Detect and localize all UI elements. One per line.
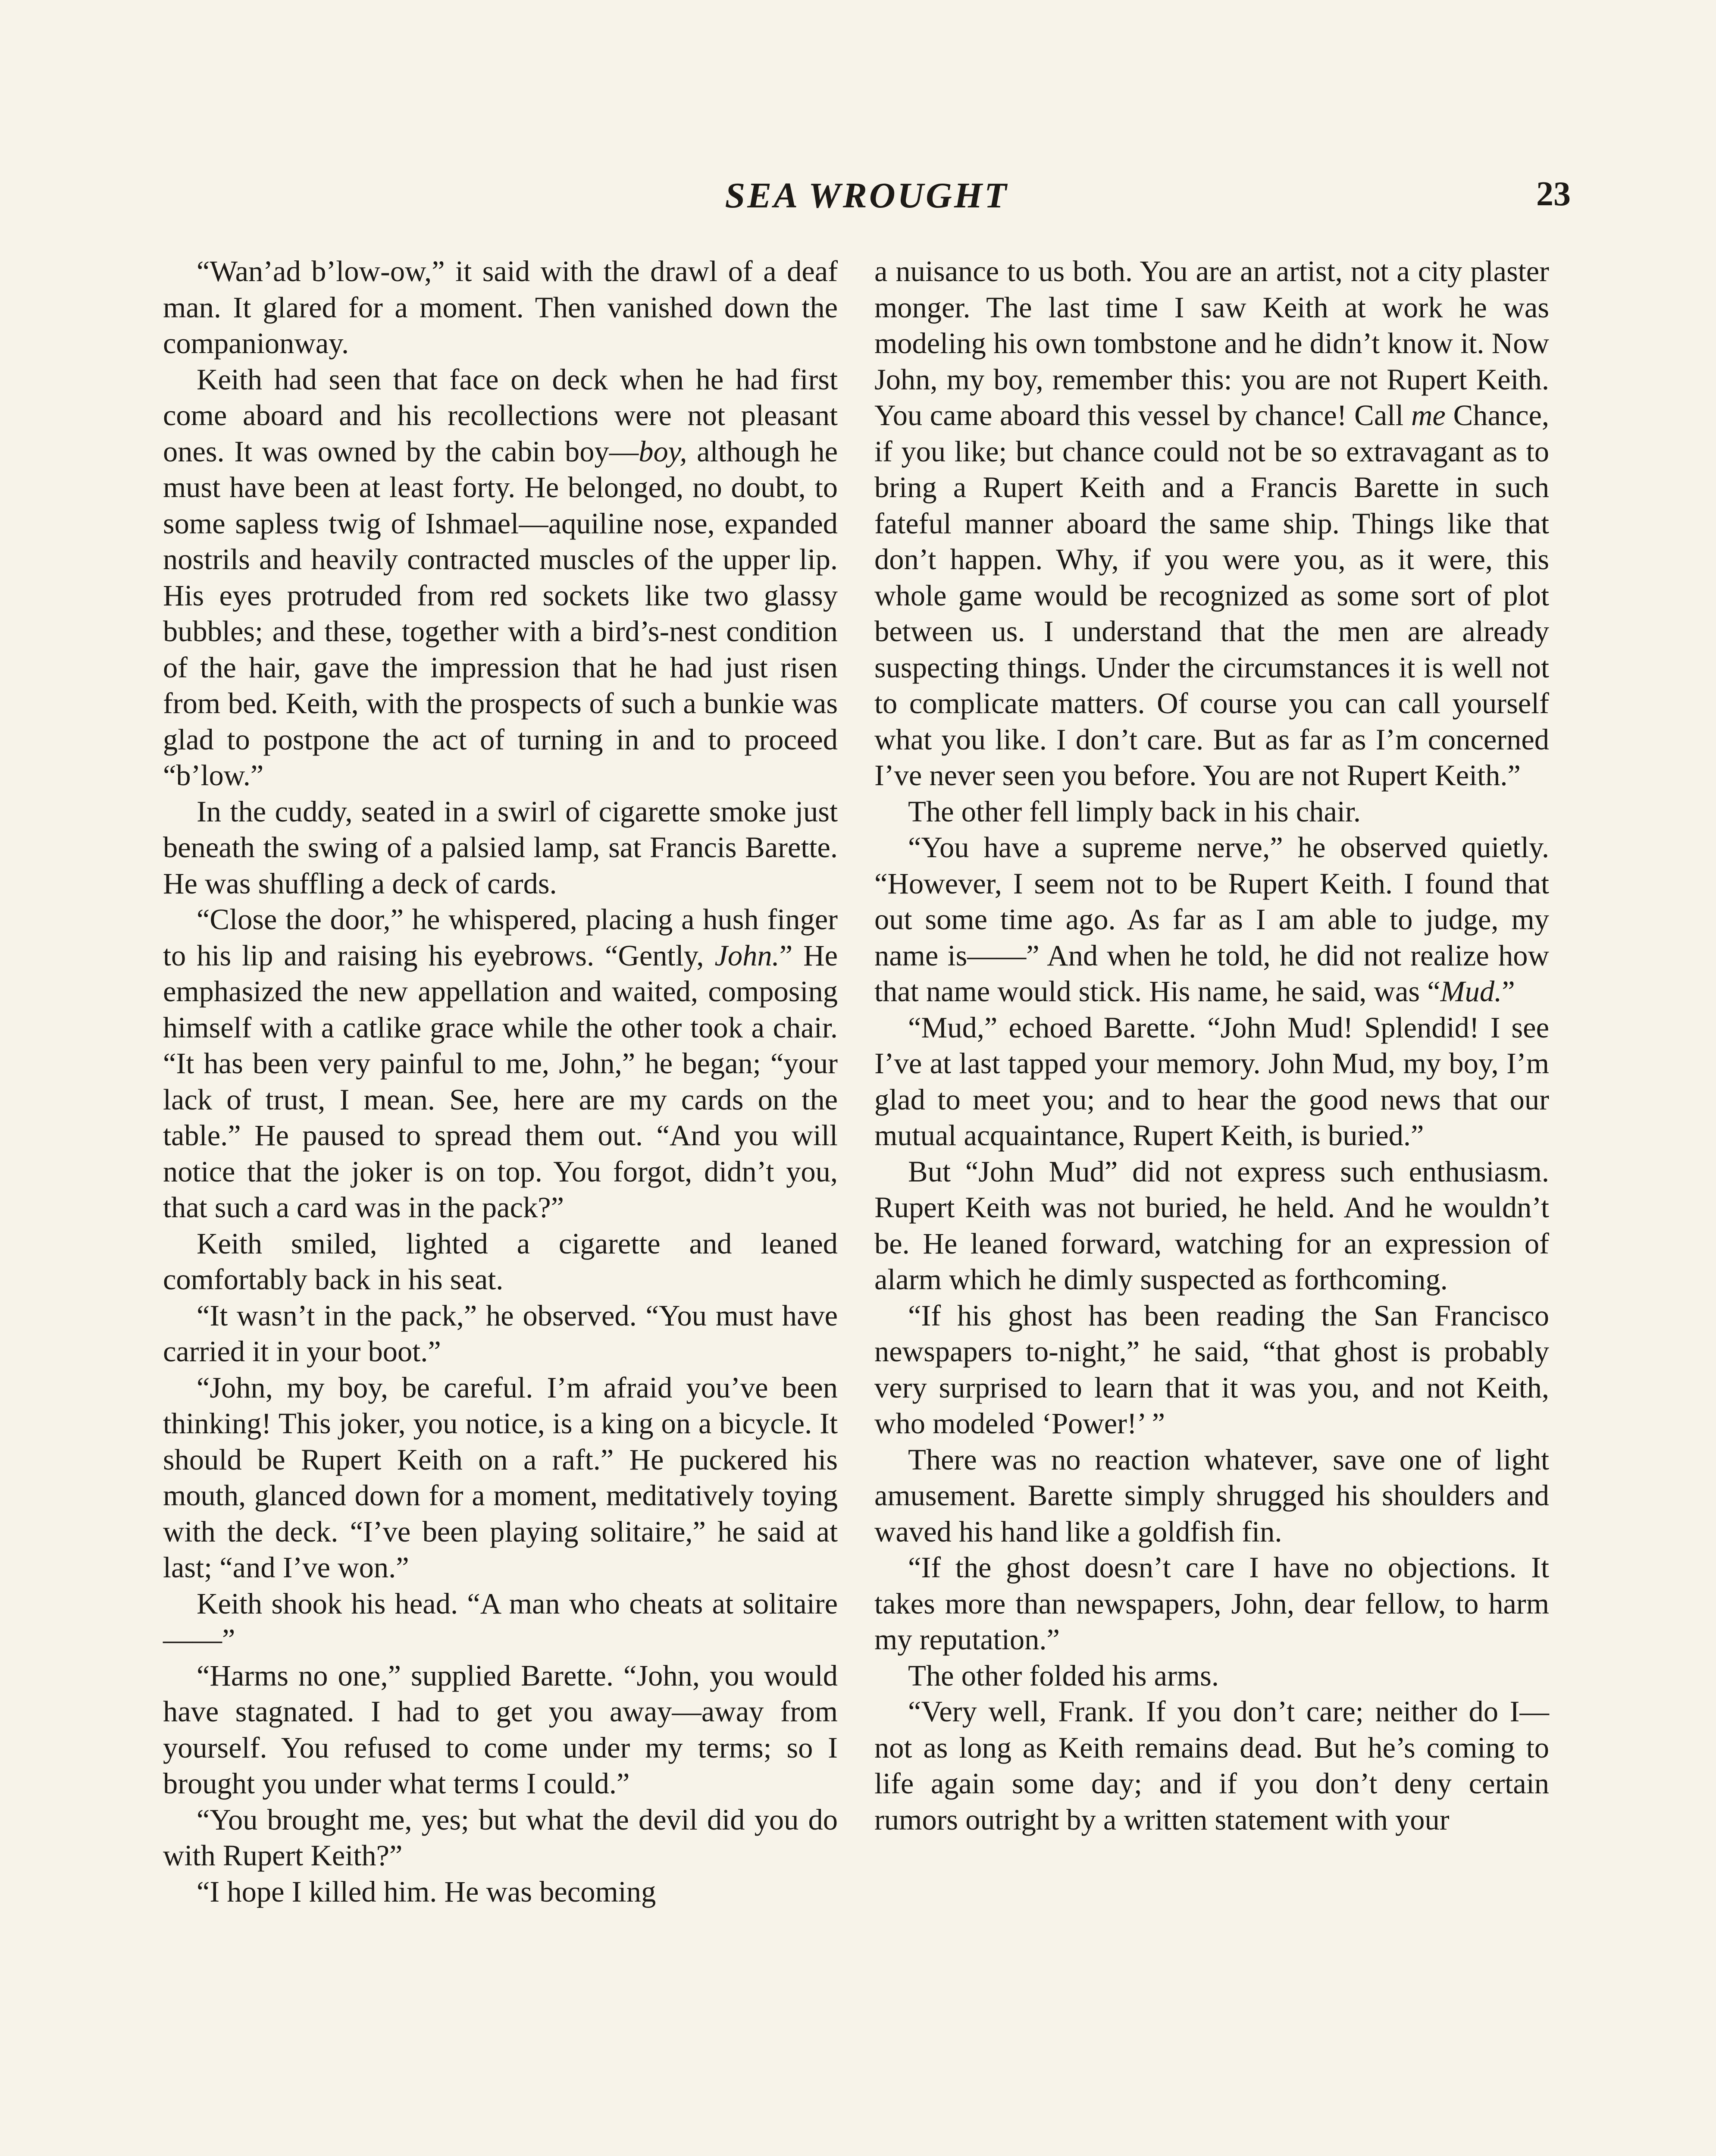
text-run: ” xyxy=(1502,975,1515,1008)
paragraph xyxy=(163,362,838,794)
text-run: “Close the door,” he whispered, placing a hush finger to his lip and raising his eyebrows. “Gently, xyxy=(163,903,838,972)
paragraph xyxy=(874,1010,1549,1154)
paragraph xyxy=(874,1442,1549,1550)
text-run: In the cuddy, seated in a swirl of cigarette smoke just beneath the swing of a palsied lamp, sat Francis Barette. He was shuffling a deck of cards. xyxy=(163,795,838,900)
text-run: There was no reaction whatever, save one of light amusement. Barette simply shrugged his shoulders and waved his hand like a goldfish fin. xyxy=(874,1443,1549,1548)
paragraph xyxy=(163,902,838,1226)
page-number: 23 xyxy=(1536,175,1571,213)
paragraph xyxy=(163,1802,838,1874)
paragraph xyxy=(163,1298,838,1370)
paragraph xyxy=(874,1550,1549,1658)
italic-text: John. xyxy=(714,939,780,972)
paragraph xyxy=(874,830,1549,1010)
page-header xyxy=(163,175,1571,222)
text-run: Keith shook his head. “A man who cheats at solitaire——” xyxy=(163,1587,838,1656)
italic-text: boy, xyxy=(639,435,687,468)
right-text-column xyxy=(874,254,1549,1838)
italic-text: Mud. xyxy=(1440,975,1502,1008)
text-run: But “John Mud” did not express such enthusiasm. Rupert Keith was not buried, he held. And he wouldn’t be. He leaned forward, watching for an expression of alarm which he dimly suspected as forthcoming. xyxy=(874,1155,1549,1296)
paragraph xyxy=(874,1298,1549,1442)
text-run: “I hope I killed him. He was becoming xyxy=(197,1875,656,1908)
text-run: Chance, if you like; but chance could not be so extravagant as to bring a Rupert Keith and a Francis Barette in such fateful manner aboard the same ship. Things like that don’t happen. Why, if you were you, as it were, this whole game would be recognized as some sort of plot between us. I understand that the men are already suspecting things. Under the circumstances it is well not to complicate matters. Of course you can call yourself what you like. I don’t care. But as far as I’m concerned I’ve never seen you before. You are not Rupert Keith.” xyxy=(874,399,1549,792)
text-run: “Harms no one,” supplied Barette. “John, you would have stagnated. I had to get you away—away from yourself. You refused to come under my terms; so I brought you under what terms I could.” xyxy=(163,1659,838,1800)
text-run: “If the ghost doesn’t care I have no objections. It takes more than newspapers, John, dear fellow, to harm my reputation.” xyxy=(874,1551,1549,1656)
text-run: although he must have been at least forty. He belonged, no doubt, to some sapless twig of Ishmael—aquiline nose, expanded nostrils and heavily contracted muscles of the upper lip. His eyes protruded from red sockets like two glassy bubbles; and these, together with a bird’s-nest condition of the hair, gave the impression that he had just risen from bed. Keith, with the prospects of such a bunkie was glad to postpone the act of turning in and to proceed “b’low.” xyxy=(163,435,838,792)
text-run: “It wasn’t in the pack,” he observed. “You must have carried it in your boot.” xyxy=(163,1299,838,1368)
paragraph xyxy=(874,254,1549,794)
paragraph xyxy=(874,794,1549,830)
paragraph xyxy=(874,1658,1549,1694)
text-run: a nuisance to us both. You are an artist, not a city plaster monger. The last time I saw Keith at work he was modeling his own tombstone and he didn’t know it. Now John, my boy, remember this: you are not Rupert Keith. You came aboard this vessel by chance! Call xyxy=(874,255,1549,432)
text-run: Keith smiled, lighted a cigarette and leaned comfortably back in his seat. xyxy=(163,1227,838,1296)
text-run: The other folded his arms. xyxy=(908,1659,1219,1692)
text-run: “You have a supreme nerve,” he observed quietly. “However, I seem not to be Rupert Keith. I found that out some time ago. As far as I am able to judge, my name is——” And when he told, he did not realize how that name would stick. His name, he said, was “ xyxy=(874,831,1549,1008)
text-run: “You brought me, yes; but what the devil did you do with Rupert Keith?” xyxy=(163,1803,838,1872)
paragraph xyxy=(163,1370,838,1586)
italic-text: me xyxy=(1411,399,1446,432)
paragraph xyxy=(874,1154,1549,1298)
paragraph xyxy=(874,1694,1549,1838)
text-run: “If his ghost has been reading the San Francisco newspapers to-night,” he said, “that ghost is probably very surprised to learn that it was you, and not Keith, who modeled ‘Power!’ ” xyxy=(874,1299,1549,1440)
text-run: “Mud,” echoed Barette. “John Mud! Splendid! I see I’ve at last tapped your memory. John Mud, my boy, I’m glad to meet you; and to hear the good news that our mutual acquaintance, Rupert Keith, is buried.” xyxy=(874,1011,1549,1152)
left-text-column xyxy=(163,254,838,1910)
text-run: “John, my boy, be careful. I’m afraid you’ve been thinking! This joker, you notice, is a king on a bicycle. It should be Rupert Keith on a raft.” He puckered his mouth, glanced down for a moment, meditatively toying with the deck. “I’ve been playing solitaire,” he said at last; “and I’ve won.” xyxy=(163,1371,838,1584)
paragraph xyxy=(163,1586,838,1658)
text-run: “Wan’ad b’low-ow,” it said with the drawl of a deaf man. It glared for a moment. Then vanished down the companionway. xyxy=(163,255,838,360)
paragraph xyxy=(163,794,838,902)
text-run: “Very well, Frank. If you don’t care; neither do I—not as long as Keith remains dead. But he’s coming to life again some day; and if you don’t deny certain rumors outright by a written statement with your xyxy=(874,1695,1549,1836)
text-run: ” He emphasized the new appellation and waited, composing himself with a catlike grace while the other took a chair. “It has been very painful to me, John,” he began; “your lack of trust, I mean. See, here are my cards on the table.” He paused to spread them out. “And you will notice that the joker is on top. You forgot, didn’t you, that such a card was in the pack?” xyxy=(163,939,838,1224)
text-run: The other fell limply back in his chair. xyxy=(908,795,1361,828)
paragraph xyxy=(163,1874,838,1910)
paragraph xyxy=(163,1658,838,1802)
running-title: SEA WROUGHT xyxy=(725,175,1009,216)
paragraph xyxy=(163,1226,838,1298)
paragraph xyxy=(163,254,838,362)
text-run: Keith had seen that face on deck when he had first come aboard and his recollections were not pleasant ones. It was owned by the cabin boy— xyxy=(163,363,838,468)
